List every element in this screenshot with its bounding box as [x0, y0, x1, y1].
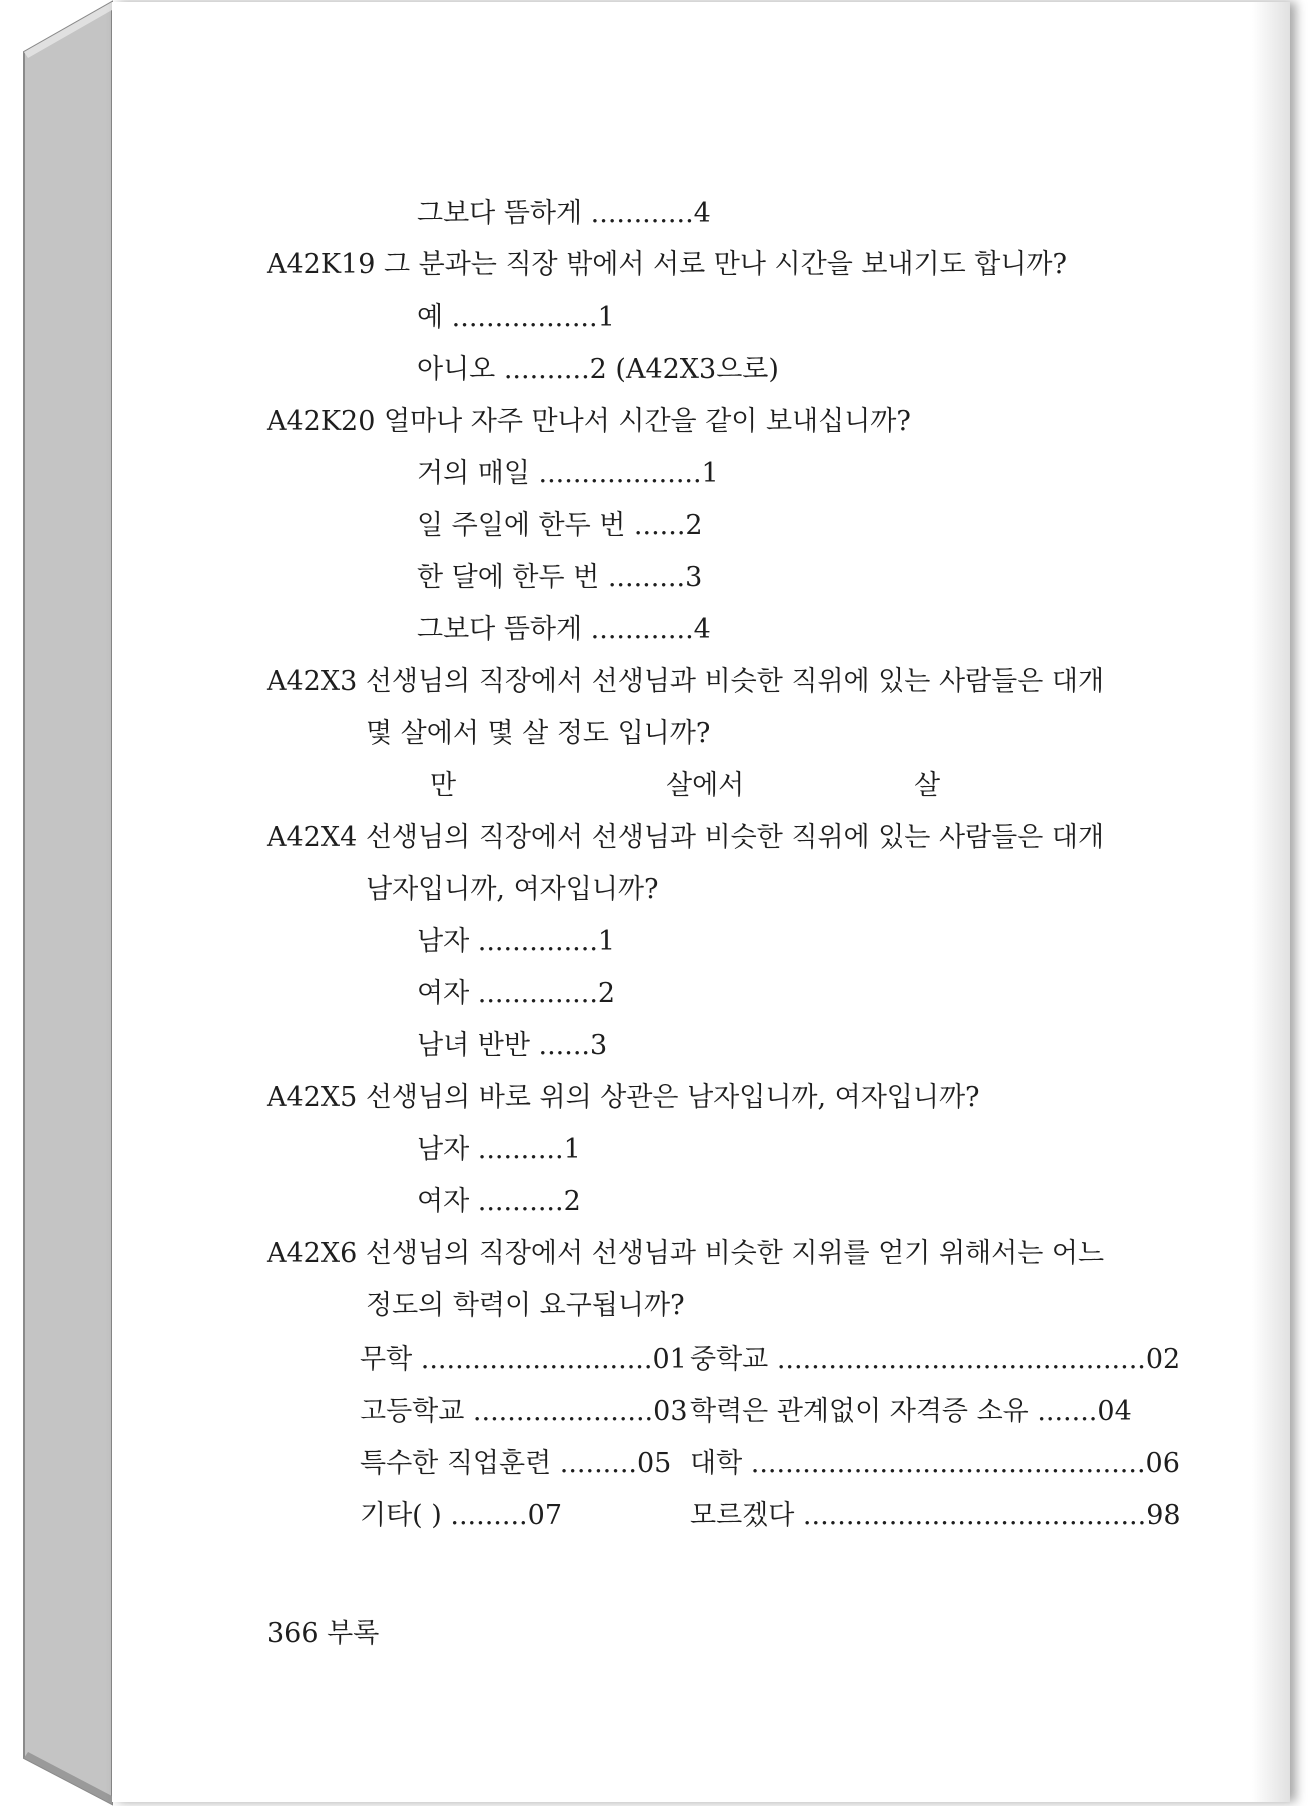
question-a42x3: A42X3 선생님의 직장에서 선생님과 비슷한 직위에 있는 사람들은 대개 — [267, 666, 1105, 697]
answer-option: 일 주일에 한두 번 ......2 — [417, 510, 703, 541]
education-option: 무학 ...........................01 — [360, 1344, 687, 1375]
question-a42x6: A42X6 선생님의 직장에서 선생님과 비슷한 지위를 얻기 위해서는 어느 — [267, 1238, 1105, 1269]
education-option: 모르겠다 ........................................98 — [690, 1500, 1181, 1531]
book-page — [112, 2, 1290, 1802]
answer-option: 남녀 반반 ......3 — [417, 1030, 608, 1061]
answer-option: 거의 매일 ...................1 — [417, 458, 719, 489]
question-continuation: 몇 살에서 몇 살 정도 입니까? — [366, 718, 711, 749]
question-a42k20: A42K20 얼마나 자주 만나서 시간을 같이 보내십니까? — [267, 406, 911, 437]
question-continuation: 남자입니까, 여자입니까? — [366, 874, 659, 905]
question-continuation: 정도의 학력이 요구됩니까? — [366, 1290, 685, 1321]
question-a42x4: A42X4 선생님의 직장에서 선생님과 비슷한 직위에 있는 사람들은 대개 — [267, 822, 1105, 853]
answer-option: 한 달에 한두 번 .........3 — [417, 562, 703, 593]
question-a42x5: A42X5 선생님의 바로 위의 상관은 남자입니까, 여자입니까? — [267, 1082, 980, 1113]
answer-option: 여자 ..........2 — [417, 1186, 581, 1217]
page-edge-shade — [1252, 2, 1290, 1802]
age-label-man: 만 — [430, 770, 457, 801]
page-footer: 366 부록 — [267, 1618, 380, 1649]
answer-option: 예 .................1 — [417, 302, 615, 333]
education-option: 고등학교 .....................03 — [360, 1396, 688, 1427]
education-option: 대학 ..............................................06 — [690, 1448, 1180, 1479]
question-a42k19: A42K19 그 분과는 직장 밖에서 서로 만나 시간을 보내기도 합니까? — [267, 249, 1067, 280]
answer-option: 여자 ..............2 — [417, 978, 616, 1009]
answer-option: 남자 ..........1 — [417, 1134, 581, 1165]
answer-option: 그보다 뜸하게 ............4 — [417, 198, 711, 229]
education-option: 중학교 ...........................................02 — [690, 1344, 1181, 1375]
education-option: 특수한 직업훈련 .........05 — [360, 1448, 672, 1479]
answer-option: 그보다 뜸하게 ............4 — [417, 614, 711, 645]
education-option: 기타( ) .........07 — [360, 1500, 562, 1531]
age-label-to: 살 — [914, 770, 941, 801]
age-label-from: 살에서 — [666, 770, 745, 801]
answer-option: 남자 ..............1 — [417, 926, 616, 957]
answer-option: 아니오 ..........2 (A42X3으로) — [417, 354, 779, 385]
education-option: 학력은 관계없이 자격증 소유 .......04 — [690, 1396, 1132, 1427]
